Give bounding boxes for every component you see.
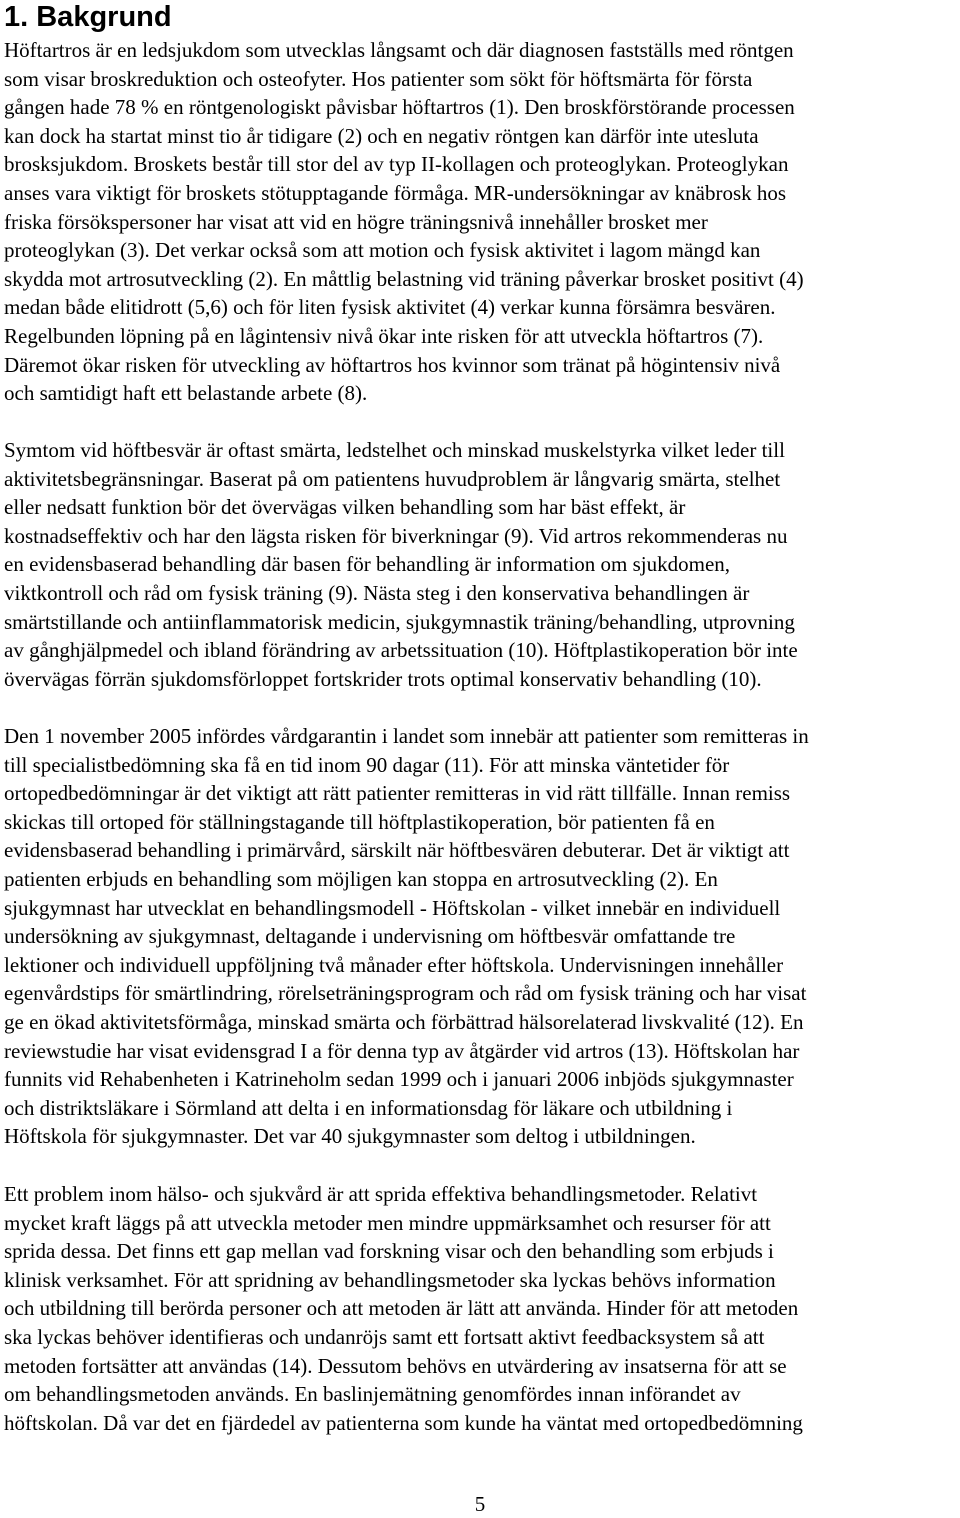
text-line: viktkontroll och råd om fysisk träning (9). Nästa steg i den konservativa behandlingen är <box>4 580 750 605</box>
text-line: eller nedsatt funktion bör det övervägas vilken behandling som har bäst effekt, är <box>4 495 686 520</box>
text-line: anses vara viktigt för broskets stötupptagande förmåga. MR-undersökningar av knäbrosk hos <box>4 180 787 205</box>
text-line: sprida dessa. Det finns ett gap mellan vad forskning visar och den behandling som erbjuds i <box>4 1239 774 1264</box>
text-line: och samtidigt haft ett belastande arbete (8). <box>4 381 368 406</box>
text-line: höftskolan. Då var det en fjärdedel av patienterna som kunde ha väntat med ortopedbedömning <box>4 1410 803 1435</box>
text-line: medan både elitidrott (5,6) och för liten fysisk aktivitet (4) verkar kunna försämra besvären. <box>4 295 776 320</box>
text-line: om behandlingsmetoden används. En baslinjemätning genomfördes innan införandet av <box>4 1382 741 1407</box>
text-line: av gånghjälpmedel och ibland förändring av arbetssituation (10). Höftplastikoperation bör inte <box>4 638 798 663</box>
text-line: aktivitetsbegränsningar. Baserat på om patientens huvudproblem är långvarig smärta, stelhet <box>4 466 781 491</box>
paragraph-3 <box>4 722 960 1151</box>
section-heading: 1. Bakgrund <box>4 1 172 33</box>
text-line: skydda mot artrosutveckling (2). En måttlig belastning vid träning påverkar brosket positivt (4) <box>4 266 804 291</box>
text-line: övervägas förrän sjukdomsförloppet fortskrider trots optimal konservativ behandling (10). <box>4 666 762 691</box>
text-line: en evidensbaserad behandling där basen för behandling är information om sjukdomen, <box>4 552 731 577</box>
text-line: gången hade 78 % en röntgenologiskt påvisbar höftartros (1). Den broskförstörande processen <box>4 95 795 120</box>
text-line: undersökning av sjukgymnast, deltagande i undervisning om höftbesvär omfattande tre <box>4 924 736 949</box>
text-line: sjukgymnast har utvecklat en behandlingsmodell - Höftskolan - vilket innebär en individuell <box>4 895 781 920</box>
text-line: metoden fortsätter att användas (14). Dessutom behövs en utvärdering av insatserna för att se <box>4 1353 787 1378</box>
paragraph-4 <box>4 1180 960 1437</box>
text-line: brosksjukdom. Broskets består till stor del av typ II-kollagen och proteoglykan. Proteoglykan <box>4 152 789 177</box>
text-line: Regelbunden löpning på en lågintensiv nivå ökar inte risken för att utveckla höftartros (7). <box>4 323 764 348</box>
text-line: egenvårdstips för smärtlindring, rörelseträningsprogram och råd om fysisk träning och har visat <box>4 981 807 1006</box>
text-line: lektioner och individuell uppföljning två månader efter höftskola. Undervisningen innehåller <box>4 952 784 977</box>
text-line: kan dock ha startat minst tio år tidigare (2) och en negativ röntgen kan därför inte utesluta <box>4 123 759 148</box>
text-line: proteoglykan (3). Det verkar också som att motion och fysisk aktivitet i lagom mängd kan <box>4 238 761 263</box>
text-line: ge en ökad aktivitetsförmåga, minskad smärta och förbättrad hälsorelaterad livskvalité (12). En <box>4 1009 804 1034</box>
text-line: och utbildning till berörda personer och att metoden är lätt att använda. Hinder för att metoden <box>4 1296 799 1321</box>
text-line: reviewstudie har visat evidensgrad I a för denna typ av åtgärder vid artros (13). Höftskolan har <box>4 1038 800 1063</box>
text-line: mycket kraft läggs på att utveckla metoder men mindre uppmärksamhet och resurser för att <box>4 1210 771 1235</box>
text-line: Symtom vid höftbesvär är oftast smärta, ledstelhet och minskad muskelstyrka vilket leder till <box>4 438 785 462</box>
text-line: friska försökspersoner har visat att vid en högre träningsnivå innehåller brosket mer <box>4 209 708 234</box>
text-line: evidensbaserad behandling i primärvård, särskilt när höftbesvären debuterar. Det är viktigt att <box>4 838 790 863</box>
text-line: Ett problem inom hälso- och sjukvård är att sprida effektiva behandlingsmetoder. Relativt <box>4 1182 758 1206</box>
paragraph-1 <box>4 36 960 408</box>
text-line: och distriktsläkare i Sörmland att delta i en informationsdag för läkare och utbildning i <box>4 1095 733 1120</box>
page-number: 5 <box>474 1492 486 1516</box>
text-line: patienten erbjuds en behandling som möjligen kan stoppa en artrosutveckling (2). En <box>4 866 718 891</box>
text-line: ska lyckas behöver identifieras och undanröjs samt ett fortsatt aktivt feedbacksystem så att <box>4 1324 765 1349</box>
text-line: smärtstillande och antiinflammatorisk medicin, sjukgymnastik träning/behandling, utprovning <box>4 609 795 634</box>
text-line: som visar broskreduktion och osteofyter. Hos patienter som sökt för höftsmärta för första <box>4 66 753 91</box>
text-line: Höftartros är en ledsjukdom som utvecklas långsamt och där diagnosen fastställs med röntgen <box>4 38 794 62</box>
text-line: kostnadseffektiv och har den lägsta risken för biverkningar (9). Vid artros rekommenderas nu <box>4 523 788 548</box>
text-line: skickas till ortoped för ställningstagande till höftplastikoperation, bör patienten få en <box>4 809 715 834</box>
text-line: Däremot ökar risken för utveckling av höftartros hos kvinnor som tränat på högintensiv nivå <box>4 352 781 377</box>
text-line: Den 1 november 2005 infördes vårdgarantin i landet som innebär att patienter som remitteras in <box>4 724 809 748</box>
paragraph-2 <box>4 436 960 693</box>
text-line: klinisk verksamhet. För att spridning av behandlingsmetoder ska lyckas behövs information <box>4 1267 776 1292</box>
text-line: till specialistbedömning ska få en tid inom 90 dagar (11). För att minska väntetider för <box>4 752 730 777</box>
text-line: ortopedbedömningar är det viktigt att rätt patienter remitteras in vid rätt tillfälle. Innan remiss <box>4 781 791 806</box>
text-line: Höftskola för sjukgymnaster. Det var 40 sjukgymnaster som deltog i utbildningen. <box>4 1124 696 1149</box>
text-line: funnits vid Rehabenheten i Katrineholm sedan 1999 och i januari 2006 inbjöds sjukgymnaster <box>4 1067 794 1092</box>
